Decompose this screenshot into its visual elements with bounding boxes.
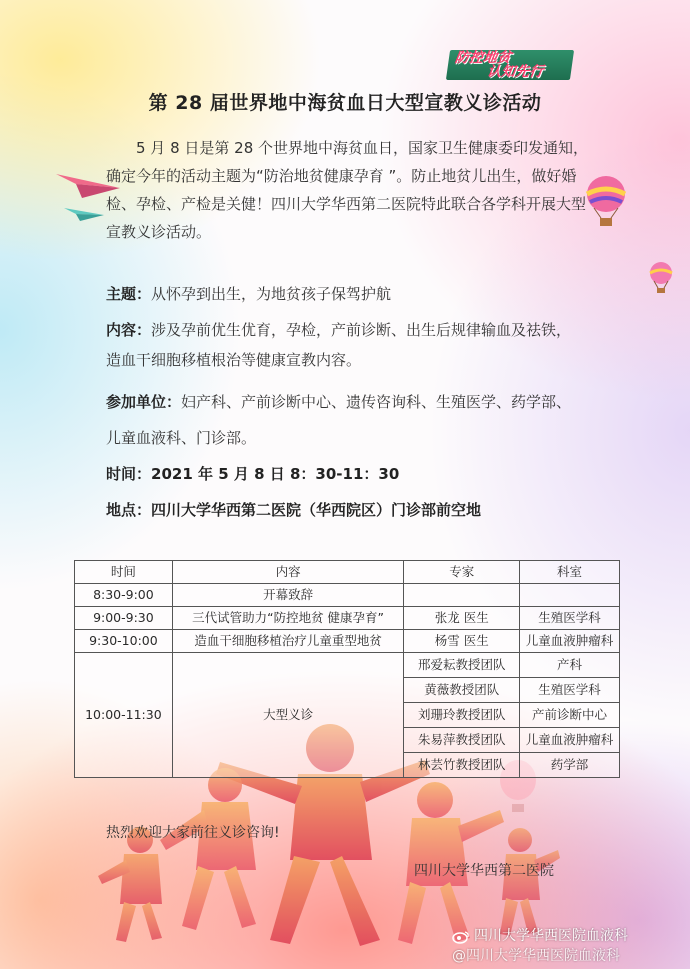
header-time: 时间 — [75, 561, 173, 584]
participants-line — [106, 388, 606, 416]
row-dept: 生殖医学科 — [520, 607, 620, 630]
hot-air-balloon-small-icon — [648, 262, 674, 294]
time-label: 时间： — [106, 465, 152, 483]
theme-text: 从怀孕到出生，为地贫孩子保驾护航 — [151, 285, 392, 303]
content-line-2 — [106, 346, 606, 374]
signature: 四川大学华西第二医院 — [414, 863, 554, 879]
intro-paragraph: 5 月 8 日是第 28 个世界地中海贫血日，国家卫生健康委印发通知，确定今年的活动主题为“防治地贫健康孕育 ”。防止地贫儿出生，做好婚检、孕检、产检是关健！四川大学华西第二医院特此联合各学科开展大型宣教义诊活动。 — [106, 139, 589, 241]
content-line — [106, 316, 606, 344]
table-row — [75, 630, 620, 653]
row-expert — [404, 584, 520, 607]
time-text: 2021 年 5 月 8 日 8：30-11：30 — [151, 465, 400, 483]
header-expert: 专家 — [404, 561, 520, 584]
row-time: 9:30-10:00 — [75, 630, 173, 653]
row-time: 9:00-9:30 — [75, 607, 173, 630]
badge-line2: 认知先行 — [485, 64, 545, 80]
team-dept: 产前诊断中心 — [520, 703, 620, 728]
row-content: 开幕致辞 — [172, 584, 404, 607]
clinic-time: 10:00-11:30 — [75, 653, 173, 778]
watermark-line2: @四川大学华西医院血液科 — [452, 948, 620, 964]
content-text-2: 造血干细胞移植根治等健康宣教内容。 — [106, 351, 362, 369]
location-line — [106, 496, 606, 524]
content-label: 内容： — [106, 321, 152, 339]
team-dept: 生殖医学科 — [520, 678, 620, 703]
table-row — [75, 653, 620, 678]
theme-label: 主题： — [106, 285, 152, 303]
header-content: 内容 — [172, 561, 404, 584]
row-expert: 杨雪 医生 — [404, 630, 520, 653]
participants-label: 参加单位： — [106, 393, 182, 411]
schedule-table — [74, 560, 620, 778]
team-expert: 黄薇教授团队 — [404, 678, 520, 703]
clinic-content: 大型义诊 — [172, 653, 404, 778]
watermark — [452, 926, 628, 964]
row-content: 三代试管助力“防控地贫 健康孕育” — [172, 607, 404, 630]
team-expert: 邢爱耘教授团队 — [404, 653, 520, 678]
row-expert: 张龙 医生 — [404, 607, 520, 630]
badge-line1: 防控地贫 — [453, 50, 513, 66]
closing-text: 热烈欢迎大家前往义诊咨询! — [106, 825, 280, 841]
location-text: 四川大学华西第二医院（华西院区）门诊部前空地 — [151, 501, 482, 519]
team-expert: 朱易萍教授团队 — [404, 728, 520, 753]
team-dept: 产科 — [520, 653, 620, 678]
row-content: 造血干细胞移植治疗儿童重型地贫 — [172, 630, 404, 653]
team-dept: 药学部 — [520, 753, 620, 778]
team-expert: 刘珊玲教授团队 — [404, 703, 520, 728]
row-time: 8:30-9:00 — [75, 584, 173, 607]
watermark-line1: 四川大学华西医院血液科 — [474, 928, 628, 944]
table-row — [75, 607, 620, 630]
participants-text-2: 儿童血液科、门诊部。 — [106, 429, 257, 447]
table-header-row — [75, 561, 620, 584]
row-dept — [520, 584, 620, 607]
participants-text-1: 妇产科、产前诊断中心、遗传咨询科、生殖医学、药学部、 — [181, 393, 572, 411]
time-line — [106, 460, 606, 488]
campaign-badge — [446, 50, 574, 80]
location-label: 地点： — [106, 501, 152, 519]
header-dept: 科室 — [520, 561, 620, 584]
row-dept: 儿童血液肿瘤科 — [520, 630, 620, 653]
content-text-1: 涉及孕前优生优育，孕检，产前诊断、出生后规律输血及祛铁， — [151, 321, 572, 339]
page-title: 第 28 届世界地中海贫血日大型宣教义诊活动 — [148, 92, 542, 114]
theme-line — [106, 280, 606, 308]
participants-line-2 — [106, 424, 606, 452]
team-expert: 林芸竹教授团队 — [404, 753, 520, 778]
team-dept: 儿童血液肿瘤科 — [520, 728, 620, 753]
paper-plane-small-icon — [64, 206, 104, 222]
table-row — [75, 584, 620, 607]
